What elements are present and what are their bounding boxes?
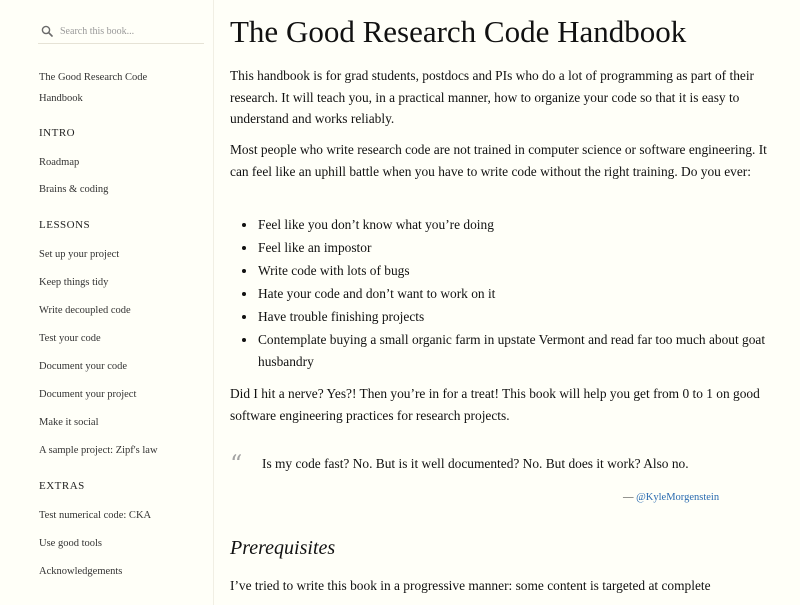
- sidebar-item-keep-things-tidy[interactable]: Keep things tidy: [39, 277, 109, 288]
- sidebar: [0, 0, 214, 605]
- list-item: • Have trouble finishing projects: [257, 305, 777, 328]
- second-paragraph: Most people who write research code are not trained in computer science or software engineering. It can feel like an uphill battle when you have to write code without the right training. Do you ever:: [230, 142, 767, 179]
- page-title: The Good Research Code Handbook: [230, 14, 687, 49]
- search-icon: [41, 25, 53, 37]
- sidebar-heading-lessons: LESSONS: [39, 219, 91, 231]
- intro-paragraph: This handbook is for grad students, postdocs and PIs who do a lot of programming as part of their research. It will teach you, in a practical manner, how to organize your code so that it is easy to understand and works reliably.: [230, 68, 755, 126]
- sidebar-item-set-up-project[interactable]: Set up your project: [39, 249, 120, 260]
- list-item: • Write code with lots of bugs: [257, 259, 777, 282]
- list-item: • Feel like an impostor: [257, 236, 777, 259]
- sidebar-item-use-good-tools[interactable]: Use good tools: [39, 538, 102, 549]
- search-box[interactable]: [38, 19, 204, 44]
- sidebar-item-sample-project[interactable]: A sample project: Zipf's law: [39, 445, 158, 456]
- sidebar-item-roadmap[interactable]: Roadmap: [39, 157, 80, 168]
- sidebar-item-document-code[interactable]: Document your code: [39, 361, 128, 372]
- list-item: • Hate your code and don’t want to work on it: [257, 282, 777, 305]
- quote-mark-icon: “: [230, 450, 243, 478]
- list-item: • Contemplate buying a small organic farm in upstate Vermont and read far too much about goat husbandry: [257, 329, 777, 372]
- author-link[interactable]: @KyleMorgenstein: [636, 492, 720, 503]
- sidebar-item-write-decoupled-code[interactable]: Write decoupled code: [39, 305, 131, 316]
- sidebar-item-acknowledgements[interactable]: Acknowledgements: [39, 566, 123, 577]
- prerequisites-paragraph: I’ve tried to write this book in a progressive manner: some content is targeted at complete: [230, 578, 711, 593]
- sidebar-item-document-project[interactable]: Document your project: [39, 389, 137, 400]
- blockquote-text: Is my code fast? No. But is it well documented? No. But does it work? Also no.: [262, 456, 689, 471]
- sidebar-item-test-numerical-code[interactable]: Test numerical code: CKA: [39, 510, 152, 521]
- sidebar-item-home[interactable]: The Good Research Code Handbook: [39, 72, 148, 104]
- sidebar-item-make-it-social[interactable]: Make it social: [39, 417, 99, 428]
- quote-attribution: [623, 492, 719, 503]
- sidebar-item-brains-coding[interactable]: Brains & coding: [39, 184, 109, 195]
- third-paragraph: Did I hit a nerve? Yes?! Then you’re in for a treat! This book will help you get from 0 to 1 on good software engineering practices for research projects.: [230, 386, 760, 423]
- list-item: • Feel like you don’t know what you’re doing: [257, 213, 777, 236]
- sidebar-heading-intro: INTRO: [39, 127, 76, 139]
- sidebar-item-test-your-code[interactable]: Test your code: [39, 333, 101, 344]
- attribution-dash: —: [623, 492, 637, 503]
- sidebar-heading-extras: EXTRAS: [39, 480, 85, 492]
- search-input[interactable]: [60, 22, 200, 40]
- section-heading-prerequisites: Prerequisites: [230, 537, 336, 559]
- bullet-list: [230, 213, 777, 372]
